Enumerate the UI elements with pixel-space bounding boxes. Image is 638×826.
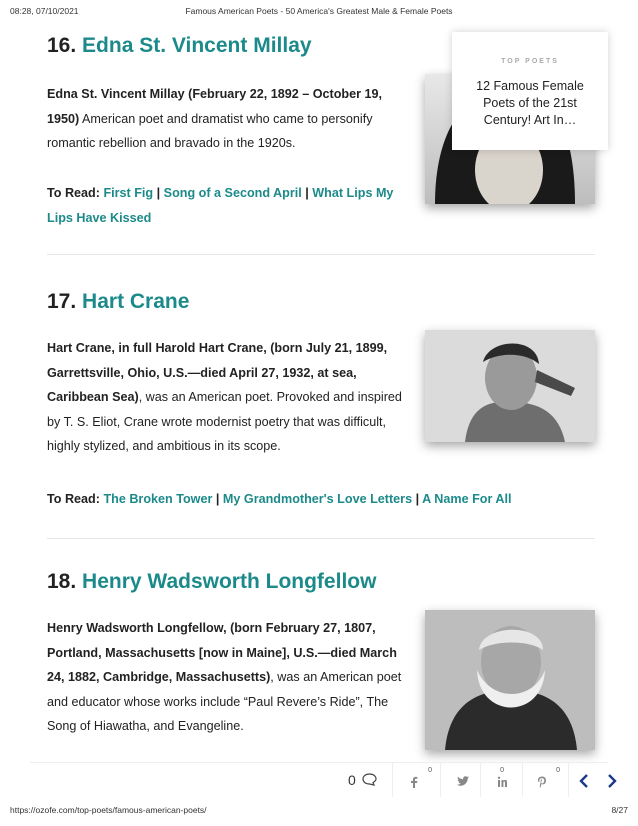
- facebook-icon: [409, 776, 419, 788]
- top-poets-article-link[interactable]: 12 Famous Female Poets of the 21st Century! Art In…: [476, 79, 584, 127]
- poet-bio-intro: Hart Crane, in full Harold Hart Crane, (born July 21, 1899, Garrettsville, Ohio, U.S.—died April 27, 1932, at sea, Caribbean Sea): [47, 341, 388, 404]
- to-read-label: To Read:: [47, 492, 100, 506]
- comment-bubble-icon: [362, 773, 377, 789]
- poet-bio-intro: Henry Wadsworth Longfellow, (born February 27, 1807, Portland, Massachusetts [now in Maine], U.S.—died March 24, 1882, Cambridge, Massachusetts): [47, 621, 397, 684]
- poet-photo: [425, 610, 595, 750]
- poem-link-a-name-for-all[interactable]: A Name For All: [422, 492, 512, 506]
- next-button[interactable]: [598, 768, 628, 794]
- share-bar: [30, 762, 608, 797]
- print-header: [0, 6, 638, 20]
- top-poets-label: TOP POETS: [501, 58, 559, 65]
- top-poets-card[interactable]: [452, 32, 608, 150]
- facebook-share-button[interactable]: [396, 767, 436, 795]
- poet-bio-description: American poet and dramatist who came to personify romantic rebellion and bravado in the 1920s.: [47, 111, 373, 150]
- chevron-right-icon: [607, 774, 617, 788]
- poet-bio: [47, 336, 409, 459]
- poet-heading: [47, 568, 595, 596]
- poet-number: 17.: [47, 290, 77, 313]
- to-read-label: To Read:: [47, 186, 100, 200]
- poet-bio: [47, 616, 409, 739]
- to-read-line: To Read: First Fig | Song of a Second April | What Lips My Lips Have Kissed: [47, 186, 394, 225]
- poet-photo: [425, 330, 595, 442]
- poet-bio-description: , was an American poet. Provoked and inspired by T. S. Eliot, Crane wrote modernist poetry that was difficult, highly stylized, and ambitious in its scope.: [47, 390, 402, 453]
- previous-button[interactable]: [570, 768, 600, 794]
- facebook-count: 0: [428, 767, 432, 774]
- poem-link-song-of-a-second-april[interactable]: Song of a Second April: [163, 186, 302, 200]
- print-url: https://ozofe.com/top-poets/famous-american-poets/: [10, 805, 207, 815]
- poet-section-18: [47, 568, 595, 758]
- poet-name: Edna St. Vincent Millay: [82, 34, 312, 57]
- twitter-icon: [457, 776, 469, 786]
- poet-heading: [47, 288, 595, 316]
- poet-name: Henry Wadsworth Longfellow: [82, 570, 377, 593]
- poet-number: 18.: [47, 570, 77, 593]
- poet-bio-intro: Edna St. Vincent Millay (February 22, 1892 – October 19, 1950): [47, 87, 383, 126]
- poet-section-17: [47, 288, 595, 518]
- twitter-count: 0: [500, 767, 504, 774]
- comments-button[interactable]: [348, 772, 377, 789]
- linkedin-icon: [497, 776, 507, 788]
- comment-count: 0: [348, 772, 356, 788]
- chevron-left-icon: [579, 774, 589, 788]
- poet-bio: [47, 82, 409, 156]
- poem-link-the-broken-tower[interactable]: The Broken Tower: [103, 492, 213, 506]
- to-read-line: To Read: The Broken Tower | My Grandmother's Love Letters | A Name For All: [47, 492, 512, 506]
- poet-bio-description: , was an American poet and educator whose works include “Paul Revere’s Ride”, The Song of Hiawatha, and Evangeline.: [47, 670, 402, 733]
- poem-link-first-fig[interactable]: First Fig: [103, 186, 154, 200]
- poet-name: Hart Crane: [82, 290, 190, 313]
- print-footer: [0, 805, 638, 819]
- print-timestamp: 08:28, 07/10/2021: [10, 6, 79, 16]
- poem-link-what-lips[interactable]: What Lips My Lips Have Kissed: [47, 186, 394, 225]
- twitter-share-button[interactable]: [444, 767, 484, 795]
- section-divider: [47, 538, 595, 539]
- print-page-number: 8/27: [611, 805, 628, 815]
- pinterest-count: 0: [556, 767, 560, 774]
- poet-number: 16.: [47, 34, 77, 57]
- twitter-count-area: [484, 767, 524, 795]
- pinterest-icon: [537, 776, 547, 788]
- poem-link-my-grandmothers-love-letters[interactable]: My Grandmother's Love Letters: [222, 492, 413, 506]
- section-divider: [47, 254, 595, 255]
- pinterest-share-button[interactable]: [524, 767, 564, 795]
- print-page-title: Famous American Poets - 50 America's Greatest Male & Female Poets: [185, 6, 453, 16]
